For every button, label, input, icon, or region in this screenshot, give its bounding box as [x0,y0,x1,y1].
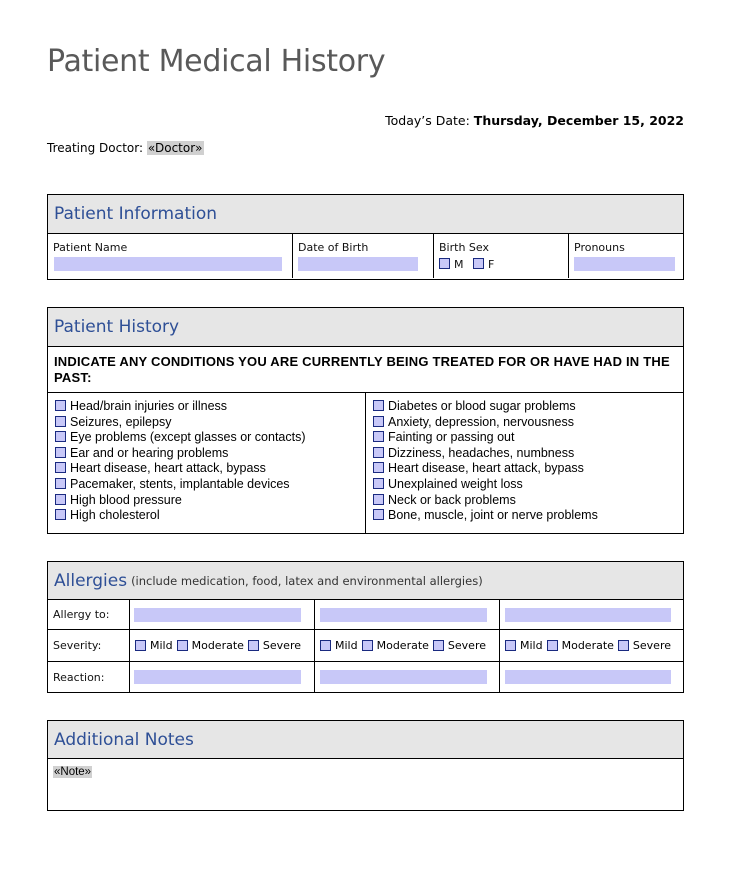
treating-doctor [47,141,204,155]
allergies-section [47,561,684,693]
condition-item [55,446,365,462]
patient-information-section [47,194,684,280]
severity-row [48,630,683,662]
condition-label: Ear and or hearing problems [70,445,229,460]
condition-checkbox[interactable] [373,447,384,458]
condition-item [373,477,683,493]
patient-name-input[interactable] [54,257,282,271]
reaction-cell [315,662,500,692]
severity-severe-checkbox[interactable] [433,640,444,651]
allergy-cell [500,600,683,629]
todays-date [385,113,684,128]
pronouns-cell [569,234,683,278]
condition-checkbox[interactable] [373,400,384,411]
pronouns-label: Pronouns [574,241,625,254]
severity-moderate-checkbox[interactable] [547,640,558,651]
patient-history-heading: Patient History [48,308,683,347]
allergy-to-row [48,600,683,630]
todays-date-label: Today’s Date: [385,113,474,128]
todays-date-value: Thursday, December 15, 2022 [473,113,684,128]
condition-label: Anxiety, depression, nervousness [388,414,574,429]
condition-checkbox[interactable] [373,416,384,427]
condition-label: Fainting or passing out [388,430,515,445]
condition-item [373,446,683,462]
additional-notes-section [47,720,684,811]
notes-body [48,759,683,785]
condition-checkbox[interactable] [373,478,384,489]
severity-cell-1 [130,630,315,661]
date-of-birth-cell [293,234,434,278]
additional-notes-heading: Additional Notes [48,721,683,759]
condition-checkbox[interactable] [55,400,66,411]
sex-m-label: M [454,258,464,271]
allergies-heading [48,562,683,600]
birth-sex-label: Birth Sex [439,241,489,254]
condition-checkbox[interactable] [55,509,66,520]
condition-label: Diabetes or blood sugar problems [388,399,576,413]
condition-checkbox[interactable] [373,431,384,442]
condition-label: High blood pressure [70,492,182,507]
condition-checkbox[interactable] [55,462,66,473]
severity-mild-label: Mild [335,639,358,652]
severity-mild-label: Mild [150,639,173,652]
severity-mild-checkbox[interactable] [505,640,516,651]
allergy-1-input[interactable] [134,608,301,622]
condition-checkbox[interactable] [373,462,384,473]
birth-sex-cell [434,234,569,278]
severity-cell-3 [500,630,683,661]
severity-severe-label: Severe [447,639,486,652]
allergy-cell [130,600,315,629]
condition-item [373,415,683,431]
allergy-to-label: Allergy to: [48,600,130,629]
sex-f-label: F [488,258,495,271]
patient-information-heading: Patient Information [48,195,683,234]
condition-label: Head/brain injuries or illness [70,399,228,413]
condition-checkbox[interactable] [55,478,66,489]
severity-severe-checkbox[interactable] [618,640,629,651]
pronouns-input[interactable] [574,257,675,271]
allergy-cell [315,600,500,629]
severity-moderate-label: Moderate [191,639,244,652]
note-merge-field[interactable]: «Note» [54,766,92,778]
severity-severe-label: Severe [262,639,301,652]
severity-mild-checkbox[interactable] [320,640,331,651]
condition-item [55,399,365,415]
reaction-row [48,662,683,692]
reaction-cell [130,662,315,692]
severity-mild-label: Mild [520,639,543,652]
condition-label: Neck or back problems [388,492,516,507]
condition-item [55,430,365,446]
conditions-left-column [48,393,366,533]
condition-checkbox[interactable] [55,447,66,458]
allergy-2-input[interactable] [320,608,487,622]
condition-label: Heart disease, heart attack, bypass [388,461,584,476]
reaction-2-input[interactable] [320,670,487,684]
sex-m-checkbox[interactable] [439,258,450,269]
date-of-birth-label: Date of Birth [298,241,369,254]
reaction-3-input[interactable] [505,670,671,684]
condition-label: High cholesterol [70,508,160,523]
condition-item [55,508,365,524]
severity-cell-2 [315,630,500,661]
condition-checkbox[interactable] [55,431,66,442]
patient-history-section [47,307,684,534]
condition-item [373,399,683,415]
condition-checkbox[interactable] [55,494,66,505]
condition-item [373,430,683,446]
severity-mild-checkbox[interactable] [135,640,146,651]
condition-item [55,493,365,509]
severity-moderate-checkbox[interactable] [362,640,373,651]
conditions-instruction: INDICATE ANY CONDITIONS YOU ARE CURRENTLY BEING TREATED FOR OR HAVE HAD IN THE PAST: [48,347,683,393]
condition-label: Bone, muscle, joint or nerve problems [388,508,598,523]
treating-doctor-label: Treating Doctor: [47,141,147,155]
reaction-cell [500,662,683,692]
condition-item [55,461,365,477]
condition-item [55,415,365,431]
severity-severe-checkbox[interactable] [248,640,259,651]
doctor-merge-field[interactable]: «Doctor» [147,141,203,155]
severity-moderate-label: Moderate [376,639,429,652]
condition-label: Pacemaker, stents, implantable devices [70,476,290,491]
severity-severe-label: Severe [632,639,671,652]
conditions-right-column [366,393,683,533]
condition-item [373,493,683,509]
severity-moderate-label: Moderate [561,639,614,652]
condition-item [373,508,683,524]
allergy-3-input[interactable] [505,608,671,622]
date-of-birth-input[interactable] [298,257,418,271]
condition-label: Unexplained weight loss [388,476,523,491]
condition-item [55,477,365,493]
patient-name-label: Patient Name [53,241,128,254]
condition-checkbox[interactable] [373,509,384,520]
sex-f-checkbox[interactable] [473,258,484,269]
birth-sex-options [439,258,494,271]
condition-checkbox[interactable] [55,416,66,427]
reaction-1-input[interactable] [134,670,301,684]
condition-item [373,461,683,477]
condition-checkbox[interactable] [373,494,384,505]
condition-label: Seizures, epilepsy [70,414,172,429]
severity-moderate-checkbox[interactable] [177,640,188,651]
reaction-label: Reaction: [48,662,130,692]
severity-label: Severity: [48,630,130,661]
allergies-title: Allergies [54,570,128,591]
patient-name-cell [48,234,293,278]
condition-label: Heart disease, heart attack, bypass [70,461,266,476]
condition-label: Eye problems (except glasses or contacts) [70,430,306,445]
condition-label: Dizziness, headaches, numbness [388,445,575,460]
allergies-subheading: (include medication, food, latex and environmental allergies) [131,573,483,588]
page-title: Patient Medical History [47,44,386,79]
